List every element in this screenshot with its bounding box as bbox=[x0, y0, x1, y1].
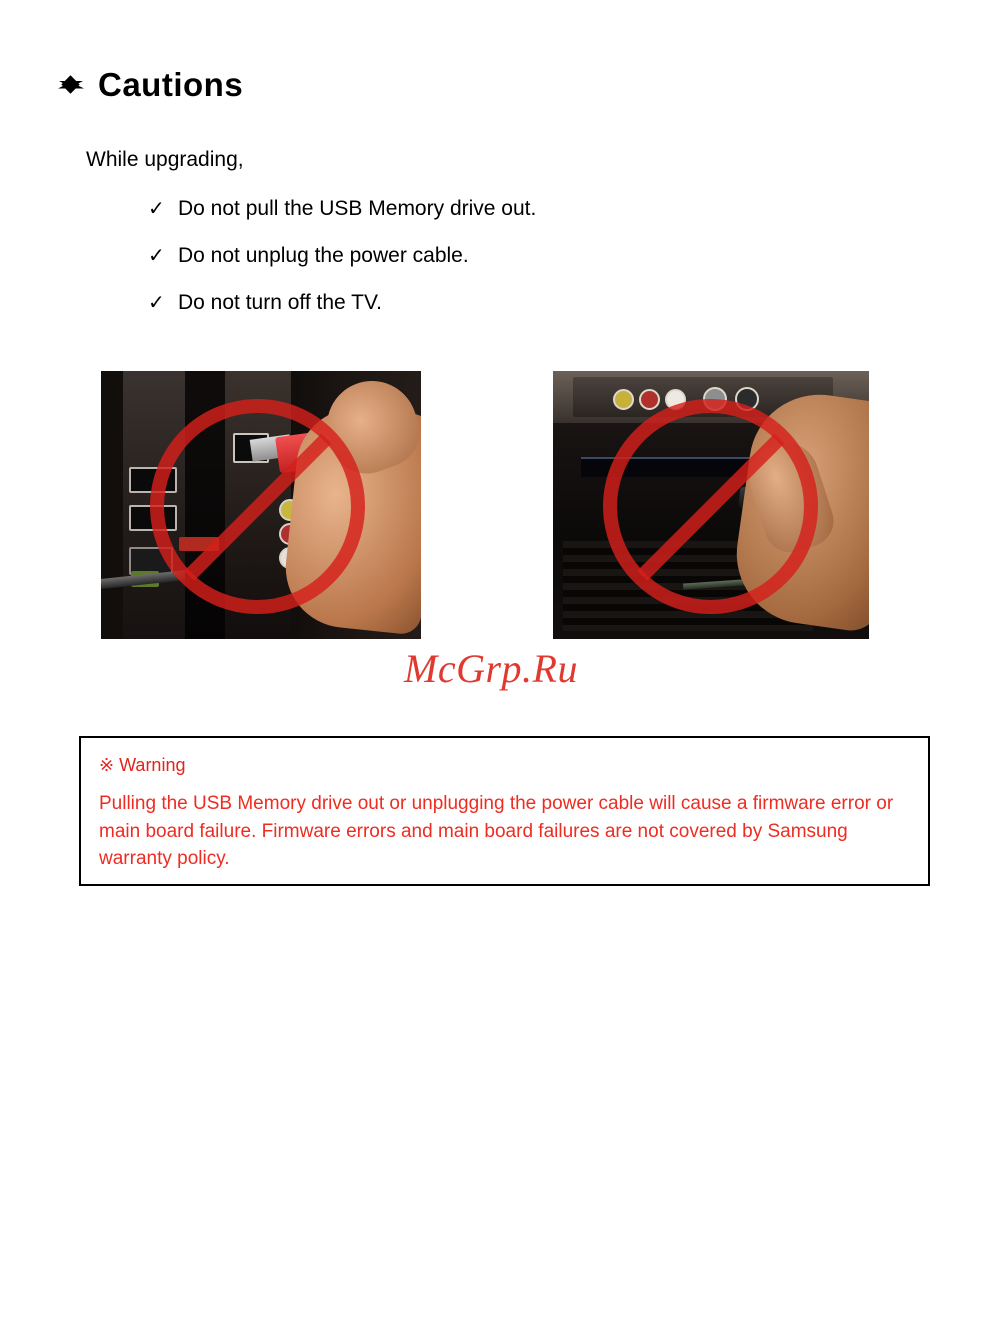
caution-list bbox=[148, 196, 848, 338]
page-title: Cautions bbox=[98, 66, 244, 103]
check-icon: ✓ bbox=[148, 198, 165, 220]
list-item-label: Do not pull the USB Memory drive out. bbox=[178, 197, 537, 220]
warning-title bbox=[99, 755, 185, 776]
list-item-label: Do not unplug the power cable. bbox=[178, 244, 469, 268]
diamond-bullet-icon bbox=[58, 72, 84, 98]
list-item-label: Do not turn off the TV. bbox=[178, 291, 382, 315]
rca-jack-icon bbox=[613, 389, 634, 410]
prohibition-sign-icon bbox=[603, 399, 818, 614]
list-item bbox=[148, 243, 848, 268]
intro-text: While upgrading, bbox=[86, 148, 244, 171]
prohibition-sign-icon bbox=[150, 399, 365, 614]
check-icon: ✓ bbox=[148, 245, 165, 268]
list-item bbox=[148, 196, 848, 221]
warning-box bbox=[79, 736, 930, 886]
watermark: McGrp.Ru bbox=[404, 646, 578, 691]
warning-symbol-icon: ※ bbox=[99, 755, 115, 775]
list-item bbox=[148, 290, 848, 315]
photo-shadow-column bbox=[101, 371, 123, 639]
page-heading bbox=[58, 68, 243, 101]
rca-jack-icon bbox=[639, 389, 660, 410]
warning-title-label: Warning bbox=[119, 755, 186, 775]
warning-body: Pulling the USB Memory drive out or unplugging the power cable will cause a firmware error or main board failure. Firmware errors and main board failures are not covered by Samsung warranty policy. bbox=[99, 793, 894, 870]
check-icon: ✓ bbox=[148, 292, 165, 315]
